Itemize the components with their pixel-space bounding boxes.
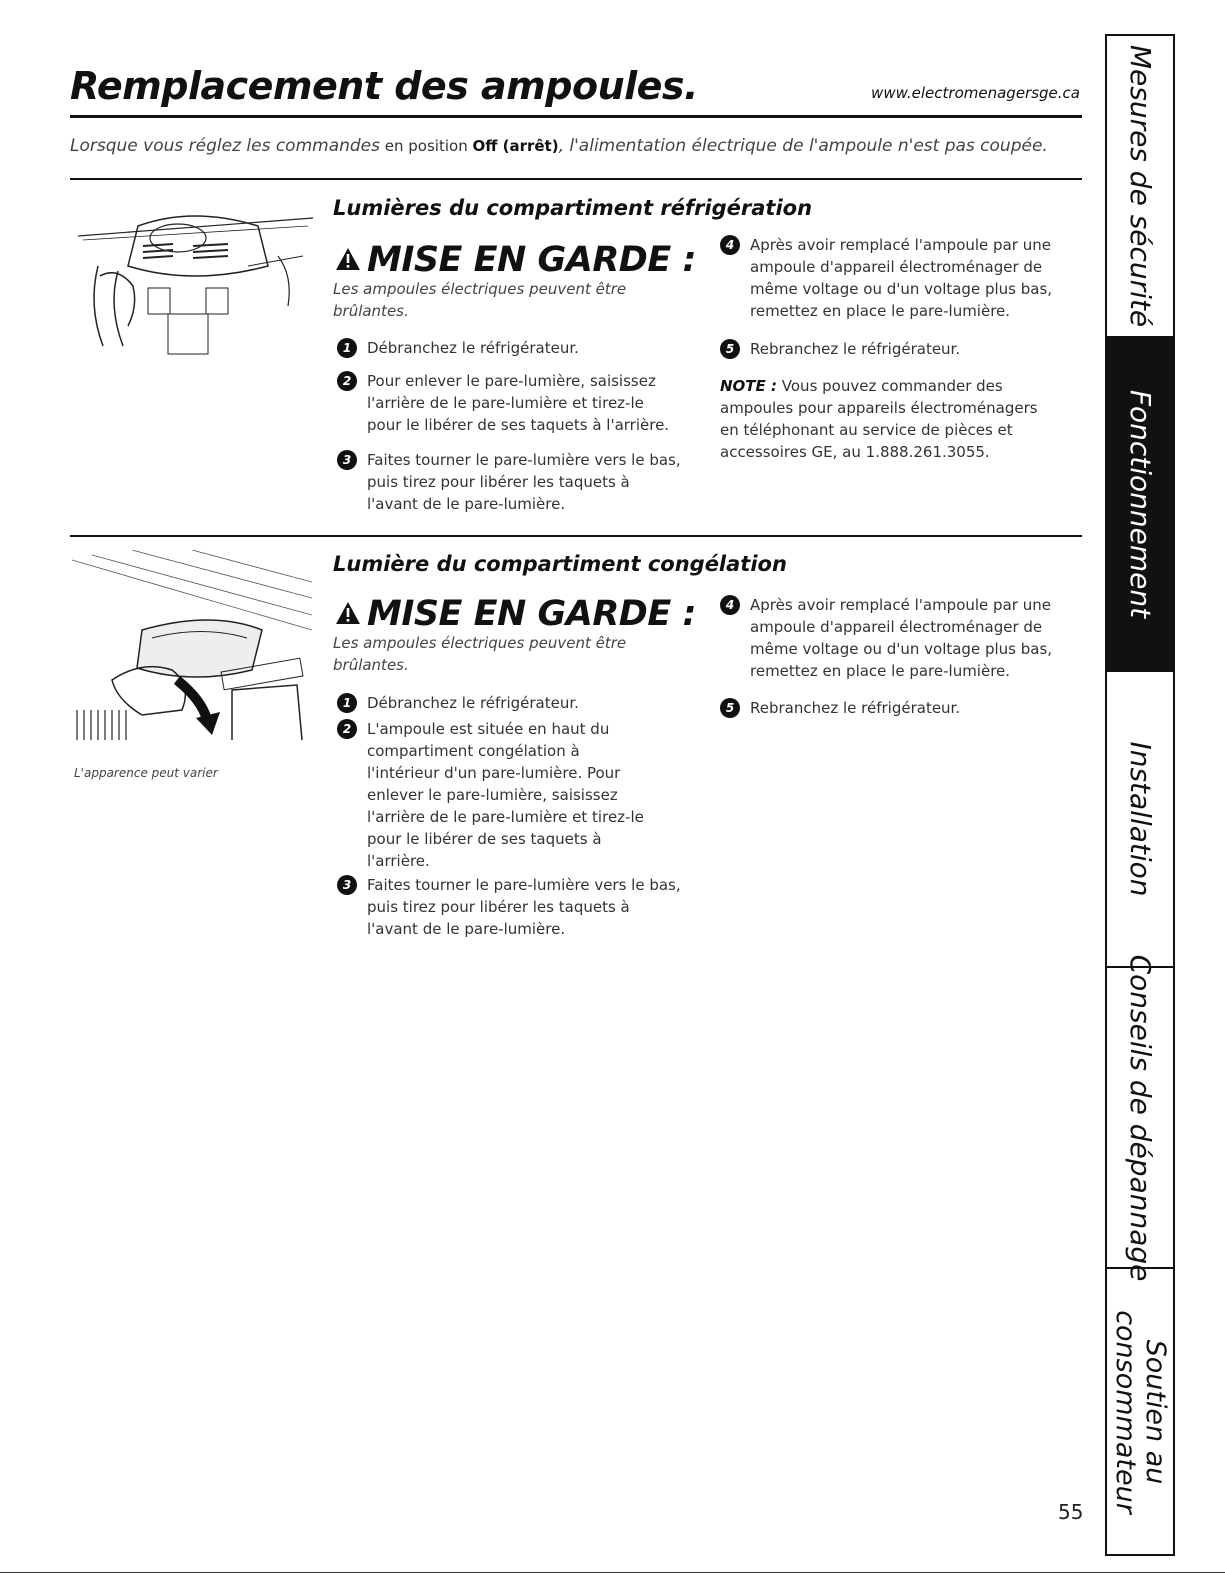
section1-warning-text: MISE EN GARDE :	[367, 240, 696, 280]
tab-label: Conseils de dépannage	[1124, 954, 1157, 1281]
section1-step-4	[720, 234, 1065, 322]
tab-label: Soutien au consommateur	[1110, 1309, 1171, 1514]
intro-part2: en position	[380, 137, 473, 155]
step-text: Faites tourner le pare-lumière vers le bas, puis tirez pour libérer les taquets à l'avant de le pare-lumière.	[367, 451, 681, 513]
section2-rule	[70, 535, 1082, 537]
step-text: Après avoir remplacé l'ampoule par une ampoule d'appareil électroménager de même voltage ou d'un voltage plus bas, remettez en place le pare-lumière.	[750, 236, 1053, 320]
note-text: Vous pouvez commander des ampoules pour appareils électroménagers en téléphonant au service de pièces et accessoires GE, au 1.888.261.3055.	[720, 377, 1038, 461]
section1-step-2	[337, 370, 682, 436]
section1-step-3	[337, 449, 682, 515]
section1-warning	[335, 240, 696, 280]
step-number-badge: 2	[337, 371, 357, 391]
freezer-light-illustration	[72, 550, 312, 760]
section2-warning-text: MISE EN GARDE :	[367, 594, 696, 634]
section1-warning-sub: Les ampoules électriques peuvent être brûlantes.	[333, 280, 627, 320]
section2-step-1	[337, 692, 677, 714]
section2-step-2	[337, 718, 647, 872]
section2-step-3	[337, 874, 682, 940]
step-number-badge: 3	[337, 450, 357, 470]
page-number: 55	[1058, 1500, 1084, 1524]
step-text: L'ampoule est située en haut du compartiment congélation à l'intérieur d'un pare-lumière. Pour enlever le pare-lumière, saisissez l'arrière de le pare-lumière et tirez-le pour le libérer de ses taquets à l'arrière.	[367, 720, 644, 870]
tab-label: Mesures de sécurité	[1124, 44, 1157, 328]
section2-step-4	[720, 594, 1065, 682]
step-text: Rebranchez le réfrigérateur.	[750, 699, 961, 717]
tab-label: Installation	[1124, 741, 1157, 897]
page-bottom-line	[0, 1572, 1225, 1573]
section2-step-5	[720, 697, 1065, 719]
section1-title: Lumières du compartiment réfrigération	[333, 196, 813, 220]
website-url: www.electromenagersge.ca	[871, 84, 1080, 102]
step-number-badge: 5	[720, 339, 740, 359]
section2-title: Lumière du compartiment congélation	[333, 552, 787, 576]
step-number-badge: 3	[337, 875, 357, 895]
section-tabs	[1105, 34, 1175, 1556]
intro-part1: Lorsque vous réglez les commandes	[70, 136, 381, 156]
section2-warning-sub: Les ampoules électriques peuvent être brûlantes.	[333, 634, 627, 674]
intro-bold: Off (arrêt)	[472, 137, 559, 155]
note-label: NOTE :	[720, 377, 778, 395]
step-number-badge: 5	[720, 698, 740, 718]
step-number-badge: 1	[337, 693, 357, 713]
tab-label: Fonctionnement	[1124, 389, 1157, 619]
page-title: Remplacement des ampoules.	[70, 64, 698, 108]
section2-warning	[335, 594, 696, 634]
fridge-light-illustration	[78, 196, 313, 356]
tab-soutien-au-consommateur[interactable]	[1107, 1269, 1173, 1554]
section1-note	[720, 375, 1050, 463]
tab-fonctionnement[interactable]	[1107, 338, 1173, 672]
step-text: Après avoir remplacé l'ampoule par une ampoule d'appareil électroménager de même voltage ou d'un voltage plus bas, remettez en place le pare-lumière.	[750, 596, 1053, 680]
tab-conseils-de-depannage[interactable]	[1107, 954, 1173, 1281]
step-text: Rebranchez le réfrigérateur.	[750, 340, 961, 358]
step-number-badge: 1	[337, 338, 357, 358]
section1-step-1	[337, 337, 677, 359]
title-rule	[70, 115, 1082, 118]
step-number-badge: 4	[720, 595, 740, 615]
step-number-badge: 2	[337, 719, 357, 739]
step-number-badge: 4	[720, 235, 740, 255]
tab-mesures-de-securite[interactable]	[1107, 36, 1173, 338]
step-text: Pour enlever le pare-lumière, saisissez l'arrière de le pare-lumière et tirez-le pour le libérer de ses taquets à l'arrière.	[367, 372, 670, 434]
step-text: Débranchez le réfrigérateur.	[367, 694, 579, 712]
step-text: Faites tourner le pare-lumière vers le bas, puis tirez pour libérer les taquets à l'avant de le pare-lumière.	[367, 876, 681, 938]
illustration-caption: L'apparence peut varier	[74, 766, 218, 780]
warning-icon	[335, 601, 361, 625]
step-text: Débranchez le réfrigérateur.	[367, 339, 579, 357]
intro-text	[70, 136, 1048, 156]
section1-step-5	[720, 338, 1065, 360]
tab-installation[interactable]	[1107, 672, 1173, 968]
section1-rule	[70, 178, 1082, 180]
warning-icon	[335, 247, 361, 271]
intro-part3: , l'alimentation électrique de l'ampoule n'est pas coupée.	[558, 136, 1048, 156]
